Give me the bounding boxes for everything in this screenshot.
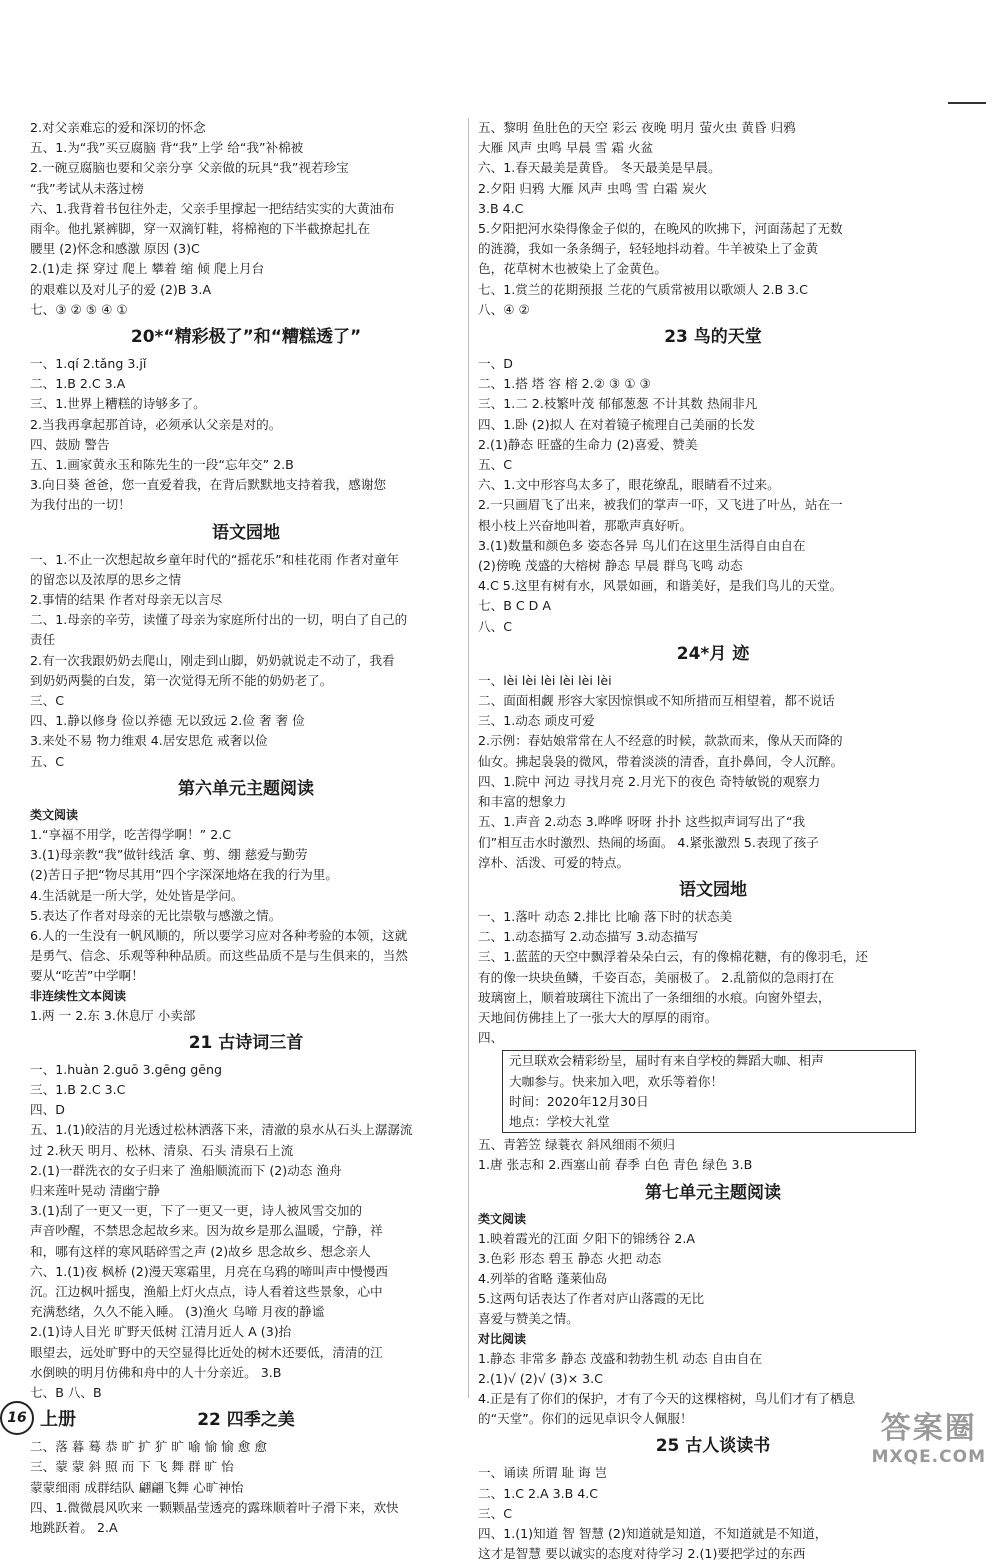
answer-line: 雨伞。他扎紧裤脚，穿一双滴钉鞋，将棉袍的下半截撩起扎在 [30, 221, 371, 237]
answer-line: 玻璃窗上，顺着玻璃往下流出了一条细细的水痕。向窗外望去， [478, 989, 831, 1005]
answer-line: 5.这两句话表达了作者对庐山落霞的无比 [478, 1291, 705, 1307]
answer-line: 蒙蒙细雨 成群结队 翩翩飞舞 心旷神怡 [30, 1479, 244, 1495]
answer-line: 为我付出的一切！ [30, 497, 131, 513]
answer-line: 过 2.秋天 明月、松林、清泉、石头 清泉石上流 [30, 1142, 294, 1158]
section-heading: 语文园地 [212, 522, 280, 543]
answer-line: 2.事情的结果 作者对母亲无以言尽 [30, 592, 223, 608]
section-heading: 25 古人谈读书 [655, 1436, 771, 1457]
notice-box [502, 1050, 916, 1133]
answer-line: 水倒映的明月仿佛和舟中的人十分亲近。 3.B [30, 1364, 282, 1380]
answer-line: 和，哪有这样的寒风聒碎雪之声 (2)故乡 思念故乡、想念亲人 [30, 1243, 371, 1259]
answer-line: 一、1.落叶 动态 2.排比 比喻 落下时的状态美 [478, 908, 733, 924]
answer-line: 四、1.静以修身 俭以养德 无以致远 2.俭 奢 奢 俭 [30, 713, 305, 729]
watermark-logo [872, 1403, 986, 1467]
answer-line: 四、 [478, 1030, 504, 1046]
answer-line: 3.B 4.C [478, 200, 524, 216]
section-heading: 语文园地 [679, 879, 747, 900]
answer-line: 七、B 八、B [30, 1384, 102, 1400]
answer-line: 五、1.画家黄永玉和陈先生的一段“忘年交” 2.B [30, 457, 294, 473]
answer-line: 五、青箬笠 绿蓑衣 斜风细雨不须归 [478, 1137, 675, 1153]
answer-line: 充满愁绪，久久不能入睡。 (3)渔火 乌啼 月夜的静谧 [30, 1304, 325, 1320]
notice-line: 时间：2020年12月30日 [509, 1093, 649, 1109]
answer-line: 二、面面相觑 形容大家因惊惧或不知所措而互相望着，都不说话 [478, 693, 835, 709]
subsection-label: 对比阅读 [478, 1331, 527, 1346]
answer-line: 一、诵读 所谓 耻 诲 岂 [478, 1465, 608, 1481]
top-rule [948, 102, 986, 104]
answer-line: 三、1.世界上糟糕的诗够多了。 [30, 396, 206, 412]
notice-line: 地点：学校大礼堂 [509, 1113, 610, 1129]
answer-line: 四、鼓励 警告 [30, 436, 110, 452]
answer-line: 们”相互击水时激烈、热闹的场面。 4.紧张激烈 5.表现了孩子 [478, 834, 819, 850]
answer-line: 四、1.院中 河边 寻找月亮 2.月光下的夜色 奇特敏锐的观察力 [478, 773, 821, 789]
subsection-label: 类文阅读 [30, 807, 79, 822]
answer-line: 四、1.卧 (2)拟人 在对着镜子梳理自己美丽的长发 [478, 416, 756, 432]
answer-line: 3.(1)数量和颜色多 姿态各异 鸟儿们在这里生活得自由自在 [478, 537, 806, 553]
answer-line: 2.一碗豆腐脑也要和父亲分享 父亲做的玩具“我”视若珍宝 [30, 160, 349, 176]
answer-line: 二、1.B 2.C 3.A [30, 376, 126, 392]
answer-line: 六、1.春天最美是黄昏。 冬天最美是早晨。 [478, 160, 721, 176]
answer-line: 根小枝上兴奋地叫着，那歌声真好听。 [478, 517, 693, 533]
answer-line: 5.夕阳把河水染得像金子似的，在晚风的吹拂下，河面荡起了无数 [478, 221, 843, 237]
answer-line: 五、C [478, 457, 512, 473]
answer-line: 1.唐 张志和 2.西塞山前 春季 白色 青色 绿色 3.B [478, 1157, 753, 1173]
answer-line: (2)苦日子把“物尽其用”四个字深深地烙在我的行为里。 [30, 867, 338, 883]
answer-line: 1.“享福不用学，吃苦得学啊！” 2.C [30, 826, 232, 842]
answer-line: 2.(1)静态 旺盛的生命力 (2)喜爱、赞美 [478, 436, 698, 452]
answer-line: 有的像一块块鱼鳞，千姿百态，美丽极了。 2.乱箭似的急雨打在 [478, 969, 835, 985]
section-heading: 第七单元主题阅读 [645, 1182, 781, 1203]
answer-line: 2.一只画眉飞了出来，被我们的掌声一吓，又飞进了叶丛，站在一 [478, 497, 843, 513]
answer-line: 七、B C D A [478, 598, 551, 614]
answer-line: 的留恋以及浓厚的思乡之情 [30, 571, 182, 587]
answer-line: 2.夕阳 归鸦 大雁 风声 虫鸣 雪 白霜 炭火 [478, 180, 707, 196]
answer-line: 和丰富的想象力 [478, 794, 567, 810]
answer-line: 地跳跃着。 2.A [30, 1519, 118, 1535]
answer-line: 三、C [478, 1505, 512, 1521]
answer-line: 四、1.(1)知道 智 智慧 (2)知道就是知道，不知道就是不知道， [478, 1525, 828, 1541]
answer-line: 1.映着霞光的江面 夕阳下的锦绣谷 2.A [478, 1230, 695, 1246]
answer-line: 2.有一次我跟奶奶去爬山，刚走到山脚，奶奶就说走不动了，我看 [30, 652, 395, 668]
answer-line: 二、1.C 2.A 3.B 4.C [478, 1485, 599, 1501]
answer-line: 三、1.动态 顽皮可爱 [478, 713, 595, 729]
answer-line: 2.(1)走 探 穿过 爬上 攀着 缩 倾 爬上月台 [30, 261, 265, 277]
answer-line: 的涟漪，我如一条条绸子，轻轻地抖动着。牛羊被染上了金黄 [478, 241, 819, 257]
answer-line: (2)傍晚 茂盛的大榕树 静态 早晨 群鸟飞鸣 动态 [478, 558, 743, 574]
section-heading: 20*“精彩极了”和“糟糕透了” [130, 327, 362, 348]
answer-line: 一、1.huàn 2.guō 3.gēng gēng [30, 1061, 223, 1077]
answer-line: 到奶奶两鬓的白发，第一次觉得无所不能的奶奶老了。 [30, 672, 333, 688]
section-heading: 24*月 迹 [676, 643, 750, 664]
answer-line: 淳朴、活泼、可爱的特点。 [478, 854, 630, 870]
answer-line: 是勇气、信念、乐观等种种品质。而这些品质不是与生俱来的，当然 [30, 948, 408, 964]
notice-line: 元旦联欢会精彩纷呈，届时有来自学校的舞蹈大咖、相声 [509, 1053, 824, 1069]
answer-line: 大雁 风声 虫鸣 早晨 雪 霜 火盆 [478, 140, 654, 156]
answer-line: 的“天堂”。你们的远见卓识令人佩服！ [478, 1411, 693, 1427]
page-footer [0, 1402, 76, 1434]
section-heading: 22 四季之美 [197, 1410, 295, 1431]
answer-line: 三、1.B 2.C 3.C [30, 1081, 126, 1097]
subsection-label: 类文阅读 [478, 1211, 527, 1226]
volume-label: 上册 [40, 1409, 76, 1430]
right-column [478, 118, 948, 1564]
answer-line: 五、C [30, 753, 64, 769]
left-column [30, 118, 462, 1538]
answer-line: 5.表达了作者对母亲的无比崇敬与感激之情。 [30, 907, 282, 923]
page-number: 16 [0, 1401, 34, 1435]
answer-line: 色，花草树木也被染上了金黄色。 [478, 261, 667, 277]
answer-line: 3.向日葵 爸爸，您一直爱着我，在背后默默地支持着我，感谢您 [30, 477, 387, 493]
answer-line: 声音吵醒，不禁思念起故乡来。因为故乡是那么温暖，宁静，祥 [30, 1223, 383, 1239]
watermark-url: MXQE.COM [871, 1447, 986, 1467]
answer-line: 腰里 (2)怀念和感激 原因 (3)C [30, 241, 200, 257]
answer-line: 一、1.不止一次想起故乡童年时代的“摇花乐”和桂花雨 作者对童年 [30, 551, 400, 567]
answer-line: 3.来处不易 物力维艰 4.居安思危 戒奢以俭 [30, 733, 268, 749]
answer-line: 四、1.微微晨风吹来 一颗颗晶莹透亮的露珠顺着叶子滑下来，欢快 [30, 1499, 399, 1515]
section-heading: 23 鸟的天堂 [664, 327, 762, 348]
answer-line: 3.(1)母亲教“我”做针线活 拿、剪、绷 慈爱与勤劳 [30, 847, 308, 863]
answer-line: 责任 [30, 632, 56, 648]
answer-line: 五、1.为“我”买豆腐脑 背“我”上学 给“我”补棉被 [30, 140, 304, 156]
answer-line: 沉。江边枫叶摇曳，渔船上灯火点点，诗人看着这些景象，心中 [30, 1283, 383, 1299]
answer-line: 八、C [478, 618, 512, 634]
answer-line: 五、黎明 鱼肚色的天空 彩云 夜晚 明月 萤火虫 黄昏 归鸦 [478, 120, 796, 135]
answer-line: 三、1.二 2.枝繁叶茂 郁郁葱葱 不计其数 热闹非凡 [478, 396, 758, 412]
answer-line: 六、1.文中形容鸟太多了，眼花缭乱，眼睛看不过来。 [478, 477, 780, 493]
watermark-title: 答案圈 [880, 1411, 977, 1446]
answer-line: 6.人的一生没有一帆风顺的，所以要学习应对各种考验的本领，这就 [30, 927, 408, 943]
answer-line: 这才是智慧 要以诚实的态度对待学习 2.(1)要把学过的东西 [478, 1546, 806, 1562]
answer-line: “我”考试从未落过榜 [30, 180, 144, 196]
answer-line: 2.(1)诗人目光 旷野天低树 江清月近人 A (3)抬 [30, 1324, 292, 1340]
answer-line: 天地间仿佛挂上了一张大大的厚厚的雨帘。 [478, 1009, 718, 1025]
answer-line: 二、1.母亲的辛劳，读懂了母亲为家庭所付出的一切，明白了自己的 [30, 612, 408, 628]
answer-line: 二、1.动态描写 2.动态描写 3.动态描写 [478, 929, 699, 945]
answer-line: 七、1.赏兰的花期预报 兰花的气质常被用以歌颂人 2.B 3.C [478, 281, 808, 297]
answer-line: 3.色彩 形态 碧玉 静态 火把 动态 [478, 1250, 662, 1266]
answer-line: 二、落 暮 蓦 恭 旷 扩 犷 旷 喻 愉 愉 愈 愈 [30, 1439, 267, 1455]
answer-line: 二、1.搭 塔 容 榕 2.② ③ ① ③ [478, 376, 651, 392]
subsection-label: 非连续性文本阅读 [30, 988, 127, 1003]
notice-line: 大咖参与。快来加入吧，欢乐等着你！ [509, 1073, 724, 1089]
answer-line: 八、④ ② [478, 301, 530, 317]
answer-line: 要从“吃苦”中学啊！ [30, 968, 144, 984]
answer-line: 4.C 5.这里有树有水，风景如画，和谐美好，是我们鸟儿的天堂。 [478, 578, 843, 594]
answer-line: 四、D [30, 1102, 65, 1118]
answer-line: 的艰难以及对儿子的爱 (2)B 3.A [30, 281, 212, 297]
answer-line: 五、1.声音 2.动态 3.哗哗 呀呀 扑扑 这些拟声词写出了“我 [478, 814, 806, 830]
section-heading: 21 古诗词三首 [188, 1032, 304, 1053]
answer-line: 2.(1)一群洗衣的女子归来了 渔船顺流而下 (2)动态 渔舟 [30, 1162, 342, 1178]
answer-line: 2.对父亲难忘的爱和深切的怀念 [30, 120, 206, 135]
answer-line: 一、D [478, 356, 513, 372]
answer-line: 喜爱与赞美之情。 [478, 1311, 579, 1327]
answer-line: 1.两 一 2.东 3.休息厅 小卖部 [30, 1007, 196, 1023]
answer-line: 1.静态 非常多 静态 茂盛和勃勃生机 动态 自由自在 [478, 1350, 762, 1366]
answer-line: 3.(1)刮了一更又一更，下了一更又一更，诗人被风雪交加的 [30, 1203, 363, 1219]
answer-line: 4.生活就是一所大学，处处皆是学问。 [30, 887, 244, 903]
answer-line: 眼望去，远处旷野中的天空显得比近处的树木还要低，清清的江 [30, 1344, 383, 1360]
answer-line: 一、1.qí 2.tǎng 3.jǐ [30, 356, 147, 372]
answer-line: 三、蒙 蒙 斜 照 而 下 飞 舞 群 旷 怡 [30, 1459, 234, 1475]
answer-line: 2.(1)√ (2)√ (3)× 3.C [478, 1370, 603, 1386]
answer-line: 三、C [30, 693, 64, 709]
answer-line: 2.示例：春姑娘常常在人不经意的时候，款款而来，像从天而降的 [478, 733, 843, 749]
answer-line: 4.正是有了你们的保护，才有了今天的这棵榕树，鸟儿们才有了栖息 [478, 1390, 856, 1406]
answer-line: 归来莲叶晃动 清幽宁静 [30, 1182, 160, 1198]
column-divider [468, 118, 469, 1398]
answer-line: 三、1.蓝蓝的天空中飘浮着朵朵白云，有的像棉花糖，有的像羽毛，还 [478, 949, 868, 965]
answer-line: 七、③ ② ⑤ ④ ① [30, 301, 128, 317]
answer-line: 仙女。拂起袅袅的微风，带着淡淡的清香，直扑鼻间，令人沉醉。 [478, 753, 844, 769]
answer-line: 2.当我再拿起那首诗，必须承认父亲是对的。 [30, 416, 282, 432]
answer-line: 一、lèi lèi lèi lèi lèi lèi [478, 672, 612, 688]
answer-line: 六、1.(1)夜 枫桥 (2)漫天寒霜里，月亮在乌鸦的啼叫声中慢慢西 [30, 1263, 388, 1279]
answer-line: 六、1.我背着书包往外走，父亲手里撑起一把结结实实的大黄油布 [30, 200, 395, 216]
answer-line: 五、1.(1)皎洁的月光透过松林洒落下来，清澈的泉水从石头上潺潺流 [30, 1122, 413, 1138]
section-heading: 第六单元主题阅读 [178, 778, 314, 799]
answer-line: 4.列举的省略 蓬莱仙岛 [478, 1270, 608, 1286]
